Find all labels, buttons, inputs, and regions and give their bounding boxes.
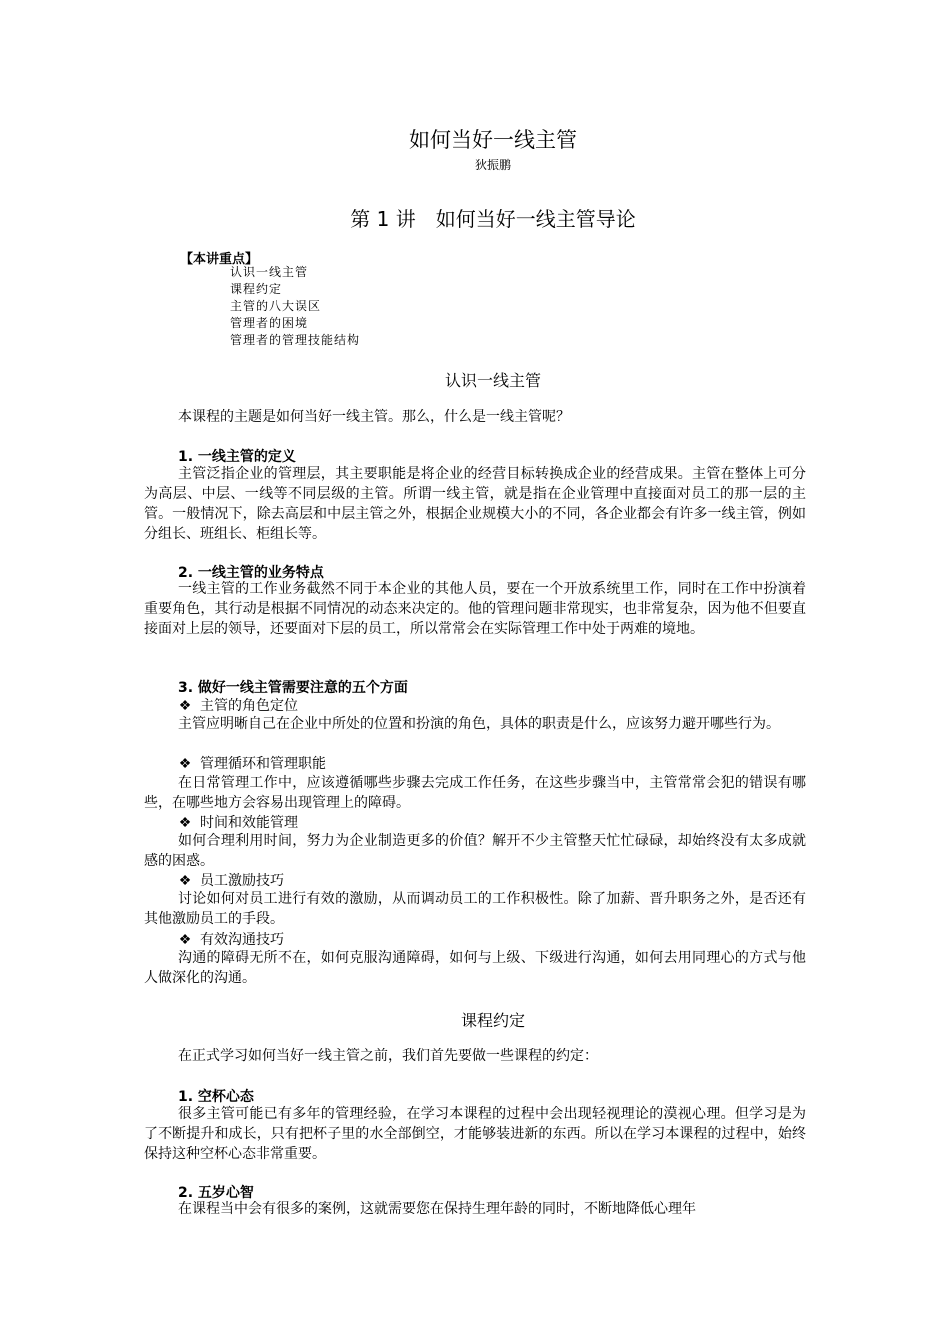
bullet-item (178, 753, 326, 773)
diamond-bullet-icon: ❖ (178, 873, 192, 889)
key-point-item: 管理者的管理技能结构 (230, 333, 361, 347)
section-heading-recognize: 认识一线主管 (444, 371, 541, 390)
bullet-label: 时间和效能管理 (200, 815, 298, 831)
key-points-title: 【本讲重点】 (180, 252, 259, 267)
section-intro: 本课程的主题是如何当好一线主管。那么，什么是一线主管呢？ (178, 409, 570, 425)
lecture-title: 第 1 讲 如何当好一线主管导论 (350, 207, 636, 231)
diamond-bullet-icon: ❖ (178, 932, 192, 948)
section-intro: 在正式学习如何当好一线主管之前，我们首先要做一些课程的约定： (178, 1048, 598, 1064)
paragraph-characteristics: 一线主管的工作业务截然不同于本企业的其他人员，要在一个开放系统里工作，同时在工作中扮演着重要角色，其行动是根据不同情况的动态来决定的。他的管理问题非常现实，也非常复杂，因为他不但要直接面对上层的领导，还要面对下层的员工，所以常常会在实际管理工作中处于两难的境地。 (144, 581, 806, 637)
bullet-paragraph: 在日常管理工作中，应该遵循哪些步骤去完成工作任务，在这些步骤当中，主管常常会犯的错误有哪些，在哪些地方会容易出现管理上的障碍。 (144, 775, 806, 811)
subheading-characteristics: 2. 一线主管的业务特点 (178, 565, 324, 581)
bullet-paragraph: 主管应明晰自己在企业中所处的位置和扮演的角色，具体的职责是什么，应该努力避开哪些行为。 (178, 716, 780, 732)
subheading-five-year-mind: 2. 五岁心智 (178, 1185, 254, 1201)
bullet-item (178, 812, 298, 832)
bullet-paragraph: 如何合理利用时间，努力为企业制造更多的价值？解开不少主管整天忙忙碌碌，却始终没有太多成就感的困惑。 (144, 833, 806, 869)
document-title: 如何当好一线主管 (409, 128, 577, 152)
bullet-item (178, 870, 284, 890)
subheading-five-aspects: 3. 做好一线主管需要注意的五个方面 (178, 680, 408, 696)
bullet-paragraph: 沟通的障碍无所不在，如何克服沟通障碍，如何与上级、下级进行沟通，如何去用同理心的方式与他人做深化的沟通。 (144, 950, 806, 986)
bullet-paragraph: 讨论如何对员工进行有效的激励，从而调动员工的工作积极性。除了加薪、晋升职务之外，是否还有其他激励员工的手段。 (144, 891, 806, 927)
diamond-bullet-icon: ❖ (178, 815, 192, 831)
bullet-label: 有效沟通技巧 (200, 932, 284, 948)
bullet-item (178, 695, 298, 715)
subheading-definition: 1. 一线主管的定义 (178, 449, 296, 465)
bullet-label: 管理循环和管理职能 (200, 756, 326, 772)
bullet-label: 员工激励技巧 (200, 873, 284, 889)
diamond-bullet-icon: ❖ (178, 756, 192, 772)
paragraph-definition: 主管泛指企业的管理层，其主要职能是将企业的经营目标转换成企业的经营成果。主管在整体上可分为高层、中层、一线等不同层级的主管。所谓一线主管，就是指在企业管理中直接面对员工的那一层的主管。一般情况下，除去高层和中层主管之外，根据企业规模大小的不同，各企业都会有许多一线主管，例如分组长、班组长、柜组长等。 (144, 466, 806, 542)
bullet-item (178, 929, 284, 949)
section-heading-conventions: 课程约定 (460, 1011, 525, 1030)
key-points-list (230, 264, 360, 349)
paragraph-five-year-mind: 在课程当中会有很多的案例，这就需要您在保持生理年龄的同时，不断地降低心理年 (178, 1201, 696, 1217)
paragraph-empty-cup: 很多主管可能已有多年的管理经验，在学习本课程的过程中会出现轻视理论的漠视心理。但学习是为了不断提升和成长，只有把杯子里的水全部倒空，才能够装进新的东西。所以在学习本课程的过程中，始终保持这种空杯心态非常重要。 (144, 1106, 806, 1162)
key-point-item: 管理者的困境 (230, 316, 309, 330)
diamond-bullet-icon: ❖ (178, 698, 192, 714)
key-point-item: 课程约定 (230, 282, 283, 296)
document-author: 狄振鹏 (474, 158, 511, 172)
key-point-item: 认识一线主管 (230, 265, 309, 279)
key-point-item: 主管的八大误区 (230, 299, 322, 313)
subheading-empty-cup: 1. 空杯心态 (178, 1089, 254, 1105)
bullet-label: 主管的角色定位 (200, 698, 298, 714)
